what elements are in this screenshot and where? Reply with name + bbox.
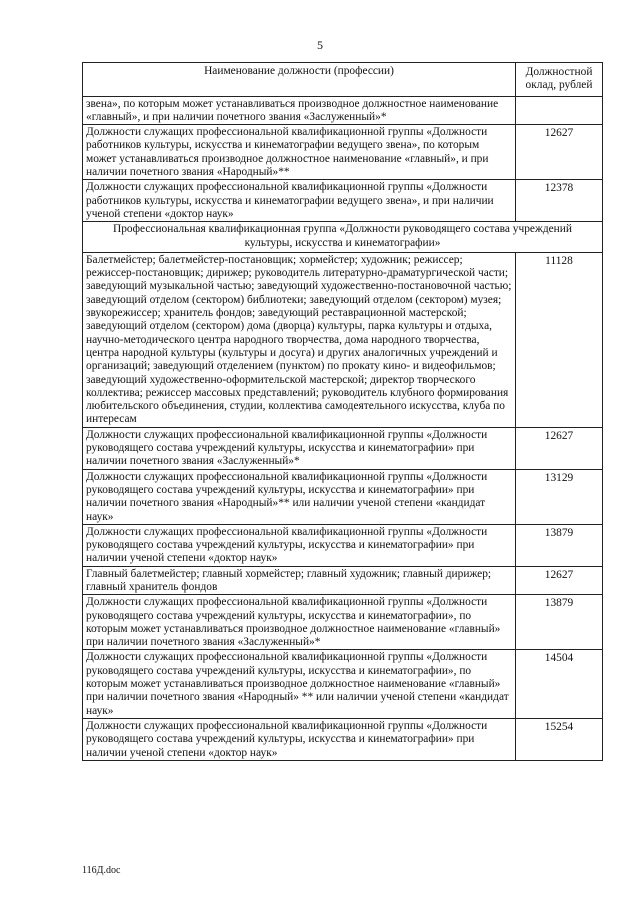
salary-cell: 12627 — [516, 125, 603, 180]
table-header-row — [83, 63, 603, 97]
salary-cell: 13129 — [516, 469, 603, 524]
table-row — [83, 427, 603, 469]
salary-cell: 13879 — [516, 595, 603, 650]
salary-cell: 12627 — [516, 566, 603, 595]
table-row — [83, 125, 603, 180]
salary-table — [82, 62, 603, 761]
header-position: Наименование должности (профессии) — [83, 63, 516, 97]
page-number: 5 — [317, 38, 323, 52]
table-body — [83, 96, 603, 760]
position-cell: Должности служащих профессиональной квалификационной группы «Должности руководящего состава учреждений культуры, искусства и кинематографии» при наличии ученой степени «доктор наук» — [83, 718, 516, 760]
continuation-cell: звена», по которым может устанавливаться производное должностное наименование «главный», и при наличии почетного звания «Заслуженный»* — [83, 96, 516, 125]
position-cell: Должности служащих профессиональной квалификационной группы «Должности руководящего состава учреждений культуры, искусства и кинематографии», по которым может устанавливаться производное должностное наименование «главный» при наличии почетного звания «Народный» ** или наличии ученой степени «кандидат наук» — [83, 650, 516, 718]
salary-cell — [516, 96, 603, 125]
position-cell: Должности служащих профессиональной квалификационной группы «Должности руководящего состава учреждений культуры, искусства и кинематографии» при наличии почетного звания «Народный»** или наличии ученой степени «кандидат наук» — [83, 469, 516, 524]
table-row — [83, 524, 603, 566]
salary-cell: 12627 — [516, 427, 603, 469]
table-row — [83, 96, 603, 125]
position-cell: Должности служащих профессиональной квалификационной группы «Должности работников культуры, искусства и кинематографии ведущего звена», по которым может устанавливаться производное должностное наименование «главный», и при наличии почетного звания «Народный»** — [83, 125, 516, 180]
position-cell: Должности служащих профессиональной квалификационной группы «Должности руководящего состава учреждений культуры, искусства и кинематографии» при наличии почетного звания «Заслуженный»* — [83, 427, 516, 469]
file-name-footer: 116Д.doc — [82, 865, 121, 876]
salary-cell: 11128 — [516, 252, 603, 427]
header-salary: Должностной оклад, рублей — [516, 63, 603, 97]
salary-cell: 14504 — [516, 650, 603, 718]
table-row — [83, 595, 603, 650]
position-cell: Должности служащих профессиональной квалификационной группы «Должности работников культуры, искусства и кинематографии ведущего звена», и при наличии ученой степени «доктор наук» — [83, 180, 516, 222]
table-row — [83, 566, 603, 595]
table-row — [83, 252, 603, 427]
table-row — [83, 718, 603, 760]
group-heading-row — [83, 222, 603, 253]
group-heading: Профессиональная квалификационная группа «Должности руководящего состава учреждений культуры, искусства и кинематографии» — [83, 222, 603, 253]
position-cell: Балетмейстер; балетмейстер-постановщик; хормейстер; художник; режиссер; режиссер-постановщик; дирижер; руководитель литературно-драматургической части; заведующий музыкальной частью; заведующий художественно-постановочной частью; заведующий отделом (сектором) библиотеки; заведующий отделом (сектором) музея; звукорежиссер; хранитель фондов; заведующий реставрационной мастерской; заведующий отделом (сектором) дома (дворца) культуры, парка культуры и отдыха, научно-методического центра народного творчества, дома народного творчества, центра народной культуры (культуры и досуга) и других аналогичных учреждений и организаций; заведующий отделением (пунктом) по прокату кино- и видеофильмов; заведующий художественно-оформительской мастерской; директор творческого коллектива; режиссер массовых представлений; руководитель клубного формирования любительского объединения, студии, коллектива самодеятельного искусства, клуба по интересам — [83, 252, 516, 427]
salary-cell: 15254 — [516, 718, 603, 760]
table-row — [83, 469, 603, 524]
position-cell: Главный балетмейстер; главный хормейстер; главный художник; главный дирижер; главный хранитель фондов — [83, 566, 516, 595]
salary-cell: 13879 — [516, 524, 603, 566]
table-row — [83, 650, 603, 718]
position-cell: Должности служащих профессиональной квалификационной группы «Должности руководящего состава учреждений культуры, искусства и кинематографии» при наличии ученой степени «доктор наук» — [83, 524, 516, 566]
position-cell: Должности служащих профессиональной квалификационной группы «Должности руководящего состава учреждений культуры, искусства и кинематографии», по которым может устанавливаться производное должностное наименование «главный» при наличии почетного звания «Заслуженный»* — [83, 595, 516, 650]
salary-cell: 12378 — [516, 180, 603, 222]
table-row — [83, 180, 603, 222]
